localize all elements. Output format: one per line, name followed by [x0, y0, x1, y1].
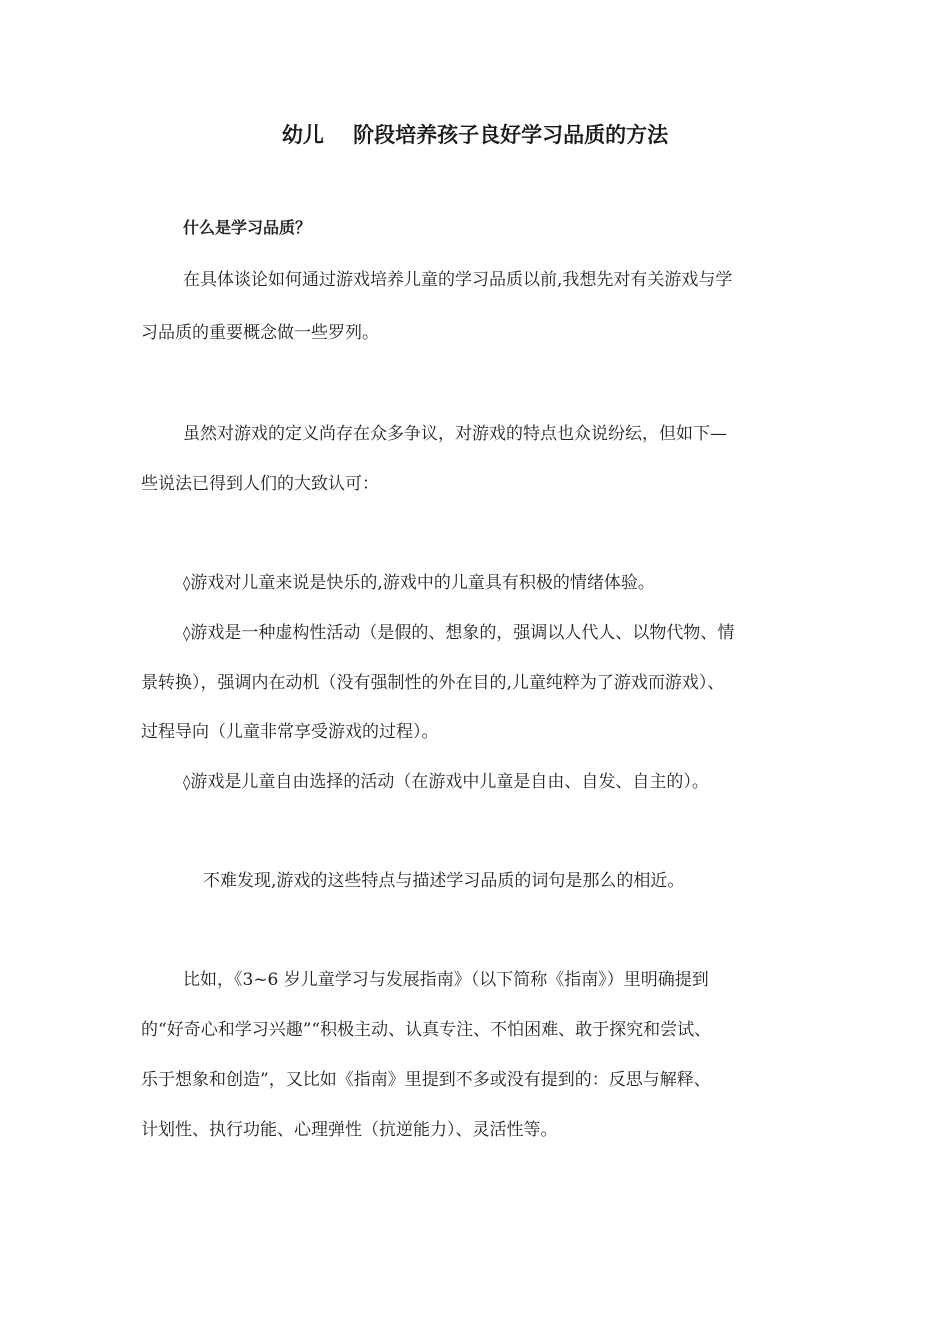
bullet-3	[183, 772, 709, 792]
bullet-2-line-1: 游戏是一种虚构性活动（是假的、想象的，强调以人代人、以物代物、情	[190, 623, 735, 643]
bullet-2	[183, 623, 734, 643]
paragraph-4-line-3: 乐于想象和创造”，又比如《指南》里提到不多或没有提到的：反思与解释、	[141, 1070, 711, 1090]
bullet-2-line-3: 过程导向（儿童非常享受游戏的过程）。	[141, 722, 439, 742]
document-title: 幼儿 阶段培养孩子良好学习品质的方法	[281, 123, 669, 147]
paragraph-4-line-1: 比如，《3~6 岁儿童学习与发展指南》（以下简称《指南》）里明确提到	[183, 970, 709, 990]
paragraph-3: 不难发现,游戏的这些特点与描述学习品质的词句是那么的相近。	[203, 871, 685, 891]
diamond-bullet-icon: ◊	[183, 574, 191, 592]
diamond-bullet-icon: ◊	[183, 624, 191, 642]
bullet-1	[183, 573, 655, 593]
paragraph-1-line-1: 在具体谈论如何通过游戏培养儿童的学习品质以前,我想先对有关游戏与学	[183, 270, 733, 290]
paragraph-2-line-2: 些说法已得到人们的大致认可：	[141, 474, 379, 494]
paragraph-4-line-2: 的“好奇心和学习兴趣”“积极主动、认真专注、不怕困难、敢于探究和尝试、	[141, 1020, 712, 1040]
paragraph-1-line-2: 习品质的重要概念做一些罗列。	[141, 323, 379, 343]
bullet-3-line-1: 游戏是儿童自由选择的活动（在游戏中儿童是自由、自发、自主的）。	[190, 772, 709, 792]
bullet-2-line-2: 景转换），强调内在动机（没有强制性的外在目的,儿童纯粹为了游戏而游戏）、	[141, 673, 725, 693]
paragraph-4-line-4: 计划性、执行功能、心理弹性（抗逆能力）、灵活性等。	[141, 1120, 558, 1140]
diamond-bullet-icon: ◊	[183, 773, 191, 791]
bullet-1-line-1: 游戏对儿童来说是快乐的,游戏中的儿童具有积极的情绪体验。	[190, 573, 655, 593]
paragraph-2-line-1: 虽然对游戏的定义尚存在众多争议，对游戏的特点也众说纷纭，但如下—	[183, 424, 727, 444]
section-heading: 什么是学习品质？	[183, 218, 312, 237]
